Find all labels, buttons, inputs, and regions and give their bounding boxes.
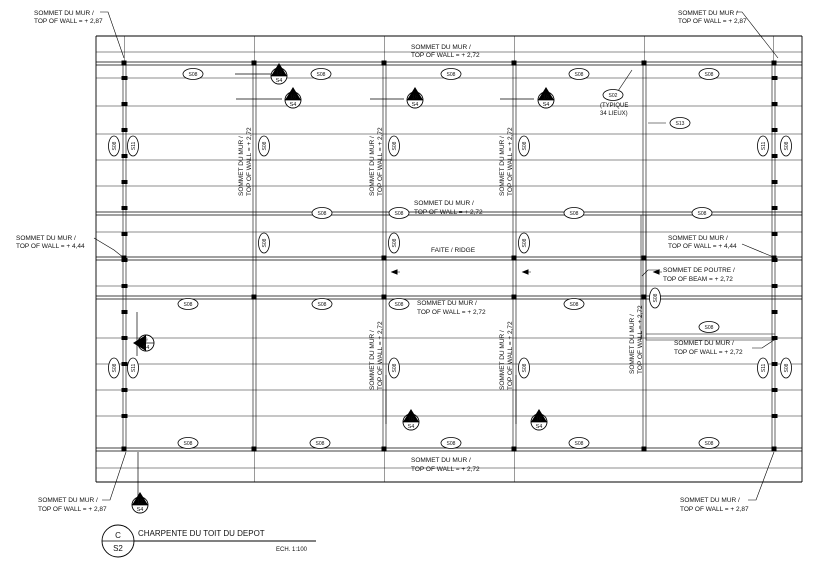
tag-label: S08	[183, 302, 193, 308]
tag-label: S08	[392, 141, 398, 151]
member-tag-s08	[781, 136, 792, 156]
svg-text:TOP OF WALL = + 2,72: TOP OF WALL = + 2,72	[411, 466, 480, 473]
member-tag-s08	[692, 208, 712, 219]
section-number: 16	[535, 416, 543, 423]
section-number: 16	[411, 94, 419, 101]
tag-label: S02	[608, 93, 618, 99]
svg-text:TOP OF WALL = + 2,72: TOP OF WALL = + 2,72	[507, 321, 514, 390]
member-tag-s08	[699, 69, 719, 80]
post-mark	[122, 285, 127, 288]
member-tag-s02	[603, 90, 623, 101]
section-sheet: S4	[411, 102, 419, 108]
column-marker	[122, 447, 126, 451]
note-bottom-right	[680, 452, 774, 513]
member-tag-s08	[519, 358, 530, 378]
tag-label: S13	[675, 121, 685, 127]
tag-label: S08	[183, 441, 193, 447]
member-tag-s08	[389, 136, 400, 156]
column-marker	[382, 256, 386, 260]
member-tag-s08	[781, 358, 792, 378]
section-number: 16	[289, 94, 297, 101]
tag-label: S08	[112, 363, 118, 373]
column-marker	[642, 295, 646, 299]
title-block	[102, 525, 316, 557]
member-tags	[109, 69, 792, 449]
tag-label: S08	[704, 441, 714, 447]
note-bottom-left	[38, 452, 126, 513]
note-right-444	[668, 235, 776, 258]
column-marker	[772, 447, 776, 451]
member-tag-s08	[564, 208, 584, 219]
member-tag-s11	[128, 358, 139, 378]
post-mark	[772, 415, 777, 418]
column-marker	[512, 61, 516, 65]
tag-label: S08	[697, 211, 707, 217]
post-mark	[772, 181, 777, 184]
section-marker-s16	[531, 409, 547, 430]
tag-label: S08	[317, 211, 327, 217]
svg-text:TOP OF WALL = + 2,72: TOP OF WALL = + 2,72	[637, 305, 644, 374]
tag-label: S08	[394, 302, 404, 308]
section-sheet: S4	[289, 102, 297, 108]
post-mark	[122, 155, 127, 158]
member-tag-s08	[109, 136, 120, 156]
tag-label: S08	[112, 141, 118, 151]
svg-text:SOMMET DU MUR /: SOMMET DU MUR /	[238, 136, 245, 196]
member-tag-s08	[178, 438, 198, 449]
note-top-center	[411, 44, 480, 59]
note-top-right	[678, 10, 778, 58]
svg-text:SOMMET DU MUR /: SOMMET DU MUR /	[499, 330, 506, 390]
tag-label: S11	[131, 363, 137, 373]
member-tag-s13	[670, 118, 690, 129]
post-mark	[772, 155, 777, 158]
member-tag-s08	[312, 208, 332, 219]
column-marker	[642, 61, 646, 65]
framing-lines	[96, 36, 802, 496]
title-sheet: S2	[113, 544, 123, 553]
svg-text:SOMMET DU MUR /: SOMMET DU MUR /	[629, 314, 636, 374]
svg-text:TOP OF WALL = + 2,72: TOP OF WALL = + 2,72	[377, 321, 384, 390]
section-marker-s16	[285, 87, 301, 108]
section-sheet: S4	[407, 424, 415, 430]
section-sheet: S4	[136, 507, 144, 513]
svg-text:34 LIEUX): 34 LIEUX)	[600, 111, 628, 117]
post-mark	[122, 181, 127, 184]
tag-label: S08	[784, 141, 790, 151]
column-marker	[512, 447, 516, 451]
member-tag-s08	[311, 69, 331, 80]
section-marker-s9	[133, 335, 154, 351]
tag-label: S08	[522, 363, 528, 373]
member-tag-s08	[650, 288, 661, 308]
svg-text:SOMMET DU MUR /: SOMMET DU MUR /	[34, 10, 94, 17]
svg-text:SOMMET DU MUR /: SOMMET DU MUR /	[674, 340, 734, 347]
column-marker	[642, 447, 646, 451]
post-mark	[772, 389, 777, 392]
post-mark	[122, 389, 127, 392]
member-tag-s08	[519, 233, 530, 253]
member-tag-s08	[178, 299, 198, 310]
post-mark	[772, 207, 777, 210]
post-mark	[122, 207, 127, 210]
svg-text:TOP OF WALL = + 4,44: TOP OF WALL = + 4,44	[668, 243, 737, 250]
svg-text:SOMMET DU MUR /: SOMMET DU MUR /	[499, 136, 506, 196]
svg-text:SOMMET DE POUTRE /: SOMMET DE POUTRE /	[663, 267, 735, 274]
note-left-444	[16, 235, 124, 258]
tag-label: S08	[188, 72, 198, 78]
note-typical	[600, 103, 628, 117]
svg-text:SOMMET DU MUR /: SOMMET DU MUR /	[411, 44, 471, 51]
tag-label: S08	[315, 441, 325, 447]
section-marker-s16	[403, 409, 419, 430]
post-mark	[122, 259, 127, 262]
tag-label: S08	[446, 72, 456, 78]
note-mid-lower	[417, 300, 486, 316]
post-mark	[772, 363, 777, 366]
note-bottom-center	[411, 457, 480, 473]
tag-label: S08	[574, 441, 584, 447]
member-tag-s08	[569, 69, 589, 80]
tag-label: S08	[316, 72, 326, 78]
column-marker	[252, 447, 256, 451]
column-marker	[382, 447, 386, 451]
member-tag-s08	[389, 299, 409, 310]
vertical-notes	[238, 127, 644, 390]
svg-text:SOMMET DU MUR /: SOMMET DU MUR /	[369, 136, 376, 196]
svg-text:TOP OF WALL = + 2,87: TOP OF WALL = + 2,87	[680, 506, 749, 513]
tag-label: S08	[317, 302, 327, 308]
section-sheet: S4	[535, 424, 543, 430]
section-sheet: S4	[142, 345, 150, 351]
section-number: 16	[407, 416, 415, 423]
tag-label: S08	[446, 441, 456, 447]
svg-text:SOMMET DU MUR /: SOMMET DU MUR /	[369, 330, 376, 390]
note-mid-upper	[414, 200, 483, 216]
section-number: 16	[542, 94, 550, 101]
post-mark	[772, 337, 777, 340]
tag-label: S08	[262, 238, 268, 248]
note-top-left	[34, 10, 124, 58]
section-number: 12	[136, 499, 144, 506]
member-tag-s08	[564, 299, 584, 310]
column-marker	[252, 61, 256, 65]
svg-text:TOP OF WALL = + 2,87: TOP OF WALL = + 2,87	[34, 18, 103, 25]
post-mark	[122, 103, 127, 106]
section-marker-s16	[538, 87, 554, 108]
svg-text:SOMMET DU MUR /: SOMMET DU MUR /	[680, 497, 740, 504]
member-tag-s08	[389, 358, 400, 378]
svg-text:(TYPIQUE: (TYPIQUE	[600, 103, 629, 109]
tag-label: S08	[522, 141, 528, 151]
post-mark	[772, 311, 777, 314]
section-sheet: S4	[542, 102, 550, 108]
section-marker-s14	[271, 63, 287, 84]
post-mark	[772, 285, 777, 288]
post-mark	[772, 103, 777, 106]
post-mark	[772, 259, 777, 262]
tag-label: S08	[704, 72, 714, 78]
member-tag-s08	[519, 136, 530, 156]
svg-text:TOP OF WALL = + 2,72: TOP OF WALL = + 2,72	[674, 349, 743, 356]
title-letter: C	[115, 531, 121, 540]
section-number: 14	[275, 70, 283, 77]
section-number: 9	[144, 337, 148, 344]
member-tag-s08	[699, 438, 719, 449]
svg-text:TOP OF WALL = + 2,72: TOP OF WALL = + 2,72	[377, 127, 384, 196]
tag-label: S08	[784, 363, 790, 373]
post-mark	[122, 77, 127, 80]
tag-label: S08	[569, 211, 579, 217]
column-marker	[772, 61, 776, 65]
member-tag-s08	[389, 233, 400, 253]
post-mark	[122, 337, 127, 340]
tag-label: S08	[394, 211, 404, 217]
svg-text:TOP OF WALL = + 2,72: TOP OF WALL = + 2,72	[246, 127, 253, 196]
note-beam	[642, 267, 735, 283]
section-marker-s12	[132, 492, 148, 513]
tag-label: S08	[392, 238, 398, 248]
member-tag-s08	[441, 69, 461, 80]
column-marker	[252, 295, 256, 299]
svg-text:TOP OF WALL = + 2,72: TOP OF WALL = + 2,72	[411, 52, 480, 59]
svg-text:TOP OF WALL = + 2,87: TOP OF WALL = + 2,87	[678, 18, 747, 25]
post-mark	[772, 233, 777, 236]
member-tag-s08	[109, 358, 120, 378]
member-tag-s08	[699, 322, 719, 333]
member-tag-s11	[758, 358, 769, 378]
column-marker	[122, 61, 126, 65]
column-marker	[382, 61, 386, 65]
member-tag-s08	[259, 233, 270, 253]
post-mark	[122, 233, 127, 236]
svg-text:TOP OF WALL = + 2,72: TOP OF WALL = + 2,72	[417, 309, 486, 316]
tag-label: S11	[131, 141, 137, 151]
svg-text:TOP OF WALL = + 2,87: TOP OF WALL = + 2,87	[38, 506, 107, 513]
column-marker	[512, 295, 516, 299]
svg-text:SOMMET DU MUR /: SOMMET DU MUR /	[668, 235, 728, 242]
member-tag-s11	[128, 136, 139, 156]
tag-label: S08	[574, 72, 584, 78]
svg-text:TOP OF BEAM = + 2,72: TOP OF BEAM = + 2,72	[663, 276, 733, 283]
member-tag-s08	[389, 208, 409, 219]
tag-label: S08	[569, 302, 579, 308]
svg-text:SOMMET DU MUR /: SOMMET DU MUR /	[411, 457, 471, 464]
svg-text:SOMMET DU MUR /: SOMMET DU MUR /	[38, 497, 98, 504]
member-tag-s08	[569, 438, 589, 449]
member-tag-s08	[441, 438, 461, 449]
note-ridge	[431, 247, 476, 254]
post-mark	[122, 129, 127, 132]
tag-label: S11	[761, 363, 767, 373]
post-mark	[122, 311, 127, 314]
svg-text:TOP OF WALL = + 4,44: TOP OF WALL = + 4,44	[16, 243, 85, 250]
tag-label: S08	[522, 238, 528, 248]
post-mark	[122, 415, 127, 418]
svg-text:SOMMET DU MUR /: SOMMET DU MUR /	[414, 200, 474, 207]
tag-label: S08	[704, 325, 714, 331]
post-mark	[122, 363, 127, 366]
member-tag-s08	[310, 438, 330, 449]
tag-label: S08	[653, 293, 659, 303]
member-tag-s08	[183, 69, 203, 80]
tag-label: S08	[262, 141, 268, 151]
section-marker-s16	[407, 87, 423, 108]
svg-text:FAITE / RIDGE: FAITE / RIDGE	[431, 247, 476, 254]
post-mark	[772, 129, 777, 132]
svg-text:SOMMET DU MUR /: SOMMET DU MUR /	[678, 10, 738, 17]
section-sheet: S4	[275, 78, 283, 84]
tag-label: S08	[392, 363, 398, 373]
member-tag-s11	[758, 136, 769, 156]
member-tag-s08	[312, 299, 332, 310]
column-marker	[512, 256, 516, 260]
drawing-scale: ECH. 1:100	[276, 547, 308, 553]
column-marker	[382, 295, 386, 299]
svg-text:TOP OF WALL = + 2,72: TOP OF WALL = + 2,72	[507, 127, 514, 196]
svg-text:SOMMET DU MUR /: SOMMET DU MUR /	[16, 235, 76, 242]
svg-text:SOMMET DU MUR /: SOMMET DU MUR /	[417, 300, 477, 307]
post-mark	[772, 77, 777, 80]
drawing-title: CHARPENTE DU TOIT DU DEPOT	[138, 529, 265, 538]
tag-label: S11	[761, 141, 767, 151]
member-tag-s08	[259, 136, 270, 156]
column-marker	[642, 256, 646, 260]
svg-text:TOP OF WALL = + 2,72: TOP OF WALL = + 2,72	[414, 209, 483, 216]
note-right-272	[674, 340, 774, 356]
